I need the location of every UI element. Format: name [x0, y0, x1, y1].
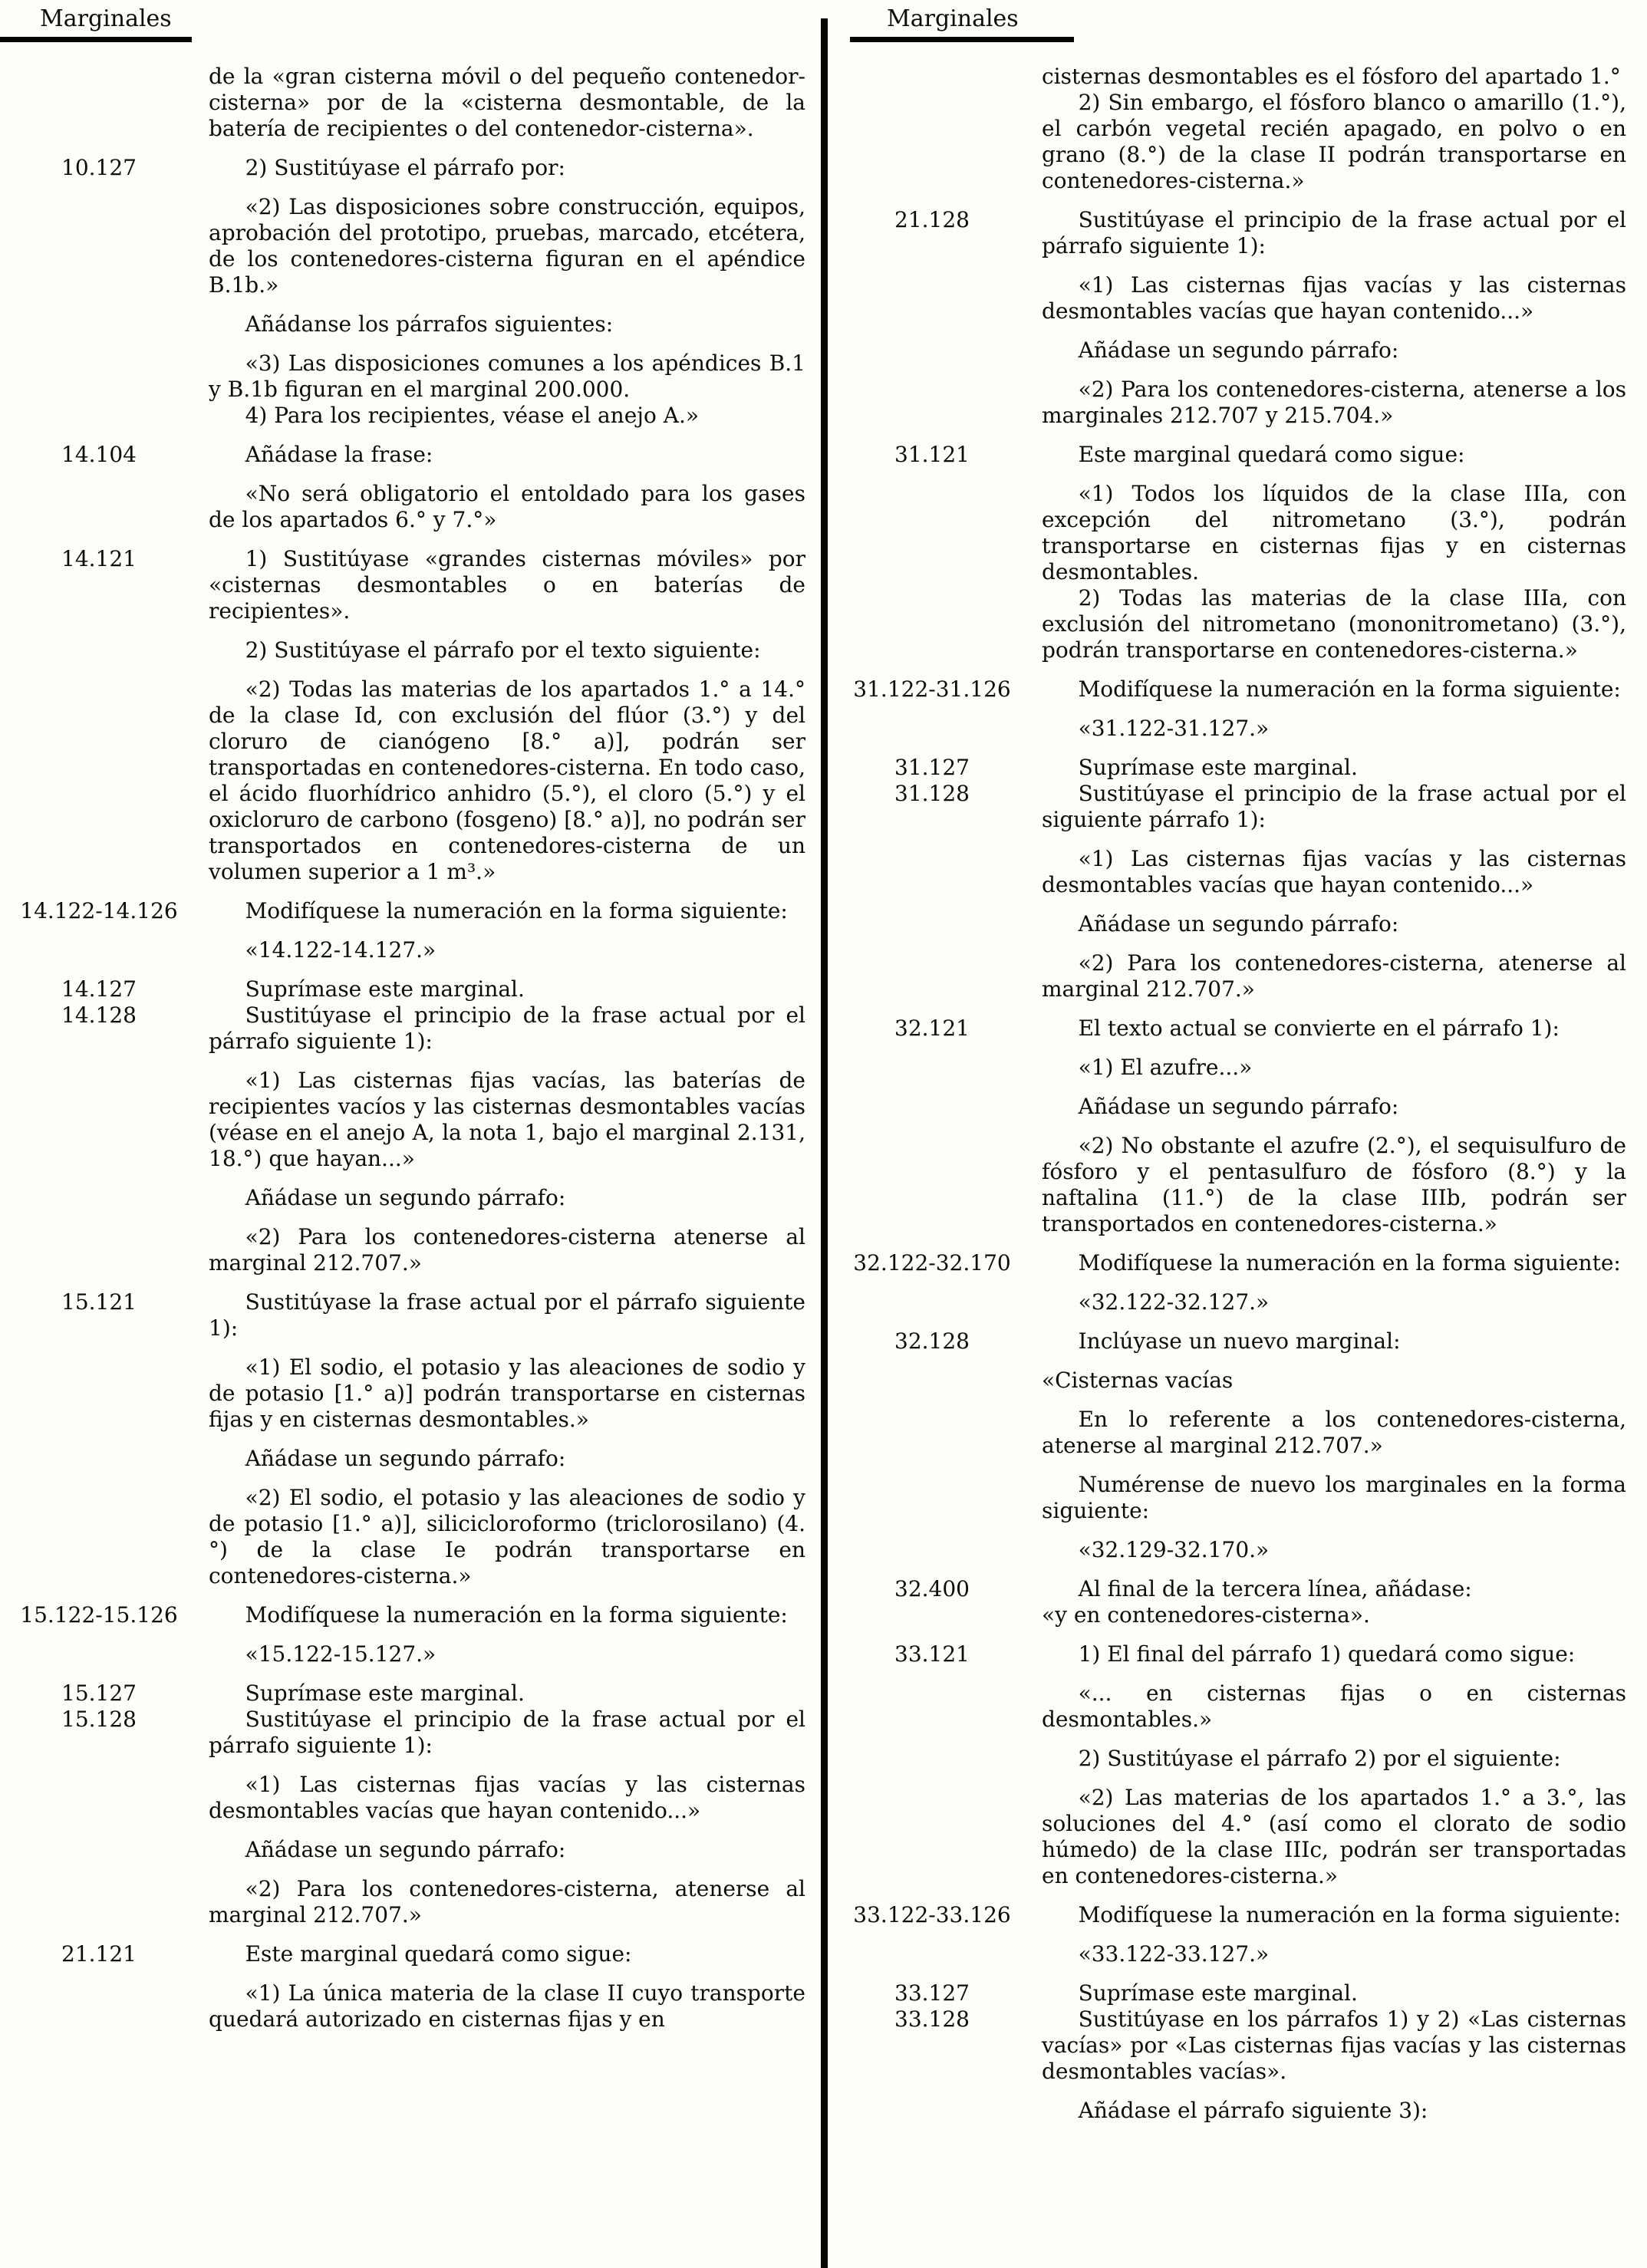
marginal-number: 15.128 — [61, 1707, 137, 1732]
paragraph: «1) La única materia de la clase II cuyo transporte quedará autorizado en cisternas fijas y en — [209, 1980, 805, 2032]
paragraph: Añádase un segundo párrafo: — [245, 1837, 566, 1862]
paragraph: «1) Todos los líquidos de la clase IIIa, con excepción del nitrometano (3.°), podrán transportarse en cisternas fijas y en cisternas desmontables. — [1042, 481, 1626, 584]
paragraph: «2) Para los contenedores-cisterna, atenerse a los marginales 212.707 y 215.704.» — [1042, 377, 1626, 428]
paragraph: 2) Todas las materias de la clase IIIa, con exclusión del nitrometano (mononitrometano) (3.°), podrán transportarse en contenedores-cisterna.» — [1042, 585, 1626, 663]
left-column-header — [0, 0, 813, 42]
marginal-number: 31.121 — [894, 442, 970, 467]
paragraph: Este marginal quedará como sigue: — [245, 1941, 632, 1967]
paragraph: «2) No obstante el azufre (2.°), el sequisulfuro de fósforo y el pentasulfuro de fósforo (8.°) y la naftalina (11.°) de la clase IIIb, podrán ser transportados en contenedores-cisterna.» — [1042, 1133, 1626, 1236]
paragraph: «1) Las cisternas fijas vacías y las cisternas desmontables vacías que hayan contenido...» — [209, 1772, 805, 1823]
paragraph: Modifíquese la numeración en la forma siguiente: — [245, 898, 788, 923]
entry-body — [1042, 2006, 1646, 2124]
marginal-number: 33.127 — [894, 1980, 970, 2006]
marginal-entry — [833, 207, 1646, 429]
marginal-entry — [833, 1015, 1646, 1237]
marginal-number — [833, 64, 1031, 194]
paragraph: 4) Para los recipientes, véase el anejo A.» — [245, 403, 699, 428]
entry-body — [209, 1941, 813, 2033]
marginal-number: 31.128 — [894, 781, 970, 806]
marginal-entry — [0, 1289, 813, 1589]
paragraph: «2) Para los contenedores-cisterna, atenerse al marginal 212.707.» — [209, 1876, 805, 1927]
paragraph: Suprímase este marginal. — [1078, 1980, 1358, 2006]
entry-body — [1042, 207, 1646, 429]
paragraph: Añádase un segundo párrafo: — [1078, 337, 1399, 363]
paragraph: En lo referente a los contenedores-cisterna, atenerse al marginal 212.707.» — [1042, 1407, 1626, 1458]
marginal-number: 32.400 — [894, 1576, 970, 1601]
entry-body — [1042, 1328, 1646, 1563]
column-divider-line — [821, 18, 828, 2268]
marginal-entry — [0, 64, 813, 142]
marginal-number: 14.127 — [61, 976, 137, 1002]
marginal-number: 33.122-33.126 — [853, 1902, 1011, 1927]
entry-body — [1042, 1980, 1646, 2006]
marginal-entry — [833, 1576, 1646, 1628]
paragraph: «1) Las cisternas fijas vacías, las baterías de recipientes vacíos y las cisternas desmontables vacías (véase en el anejo A, la nota 1, bajo el marginal 2.131, 18.°) que hayan...» — [209, 1068, 805, 1171]
marginal-entry — [833, 1250, 1646, 1315]
paragraph: Al final de la tercera línea, añádase: — [1078, 1576, 1472, 1601]
paragraph: 2) Sustitúyase el párrafo por el texto siguiente: — [245, 637, 761, 663]
paragraph: Sustitúyase el principio de la frase actual por el párrafo siguiente 1): — [209, 1002, 805, 1054]
marginal-number: 21.121 — [61, 1941, 137, 1967]
marginales-header-label: Marginales — [887, 5, 1019, 32]
paragraph: Sustitúyase la frase actual por el párrafo siguiente 1): — [209, 1289, 805, 1341]
marginales-header-label: Marginales — [40, 5, 172, 32]
marginal-entry — [0, 976, 813, 1002]
paragraph: Inclúyase un nuevo marginal: — [1078, 1328, 1401, 1354]
paragraph: «32.122-32.127.» — [1078, 1289, 1270, 1315]
marginal-entry — [833, 64, 1646, 194]
paragraph: Añádase un segundo párrafo: — [245, 1185, 566, 1210]
marginal-entry — [833, 1641, 1646, 1889]
marginal-number: 21.128 — [894, 207, 970, 232]
entry-body — [1042, 1576, 1646, 1628]
paragraph: 2) Sin embargo, el fósforo blanco o amarillo (1.°), el carbón vegetal recién apagado, en polvo o en grano (8.°) de la clase II podrán transportarse en contenedores-cisterna.» — [1042, 90, 1626, 193]
marginal-number: 14.128 — [61, 1002, 137, 1028]
paragraph: «31.122-31.127.» — [1078, 716, 1270, 741]
entry-body — [1042, 1015, 1646, 1237]
entry-body — [209, 1680, 813, 1707]
paragraph: 2) Sustitúyase el párrafo por: — [245, 155, 565, 180]
paragraph: Añádase la frase: — [245, 442, 433, 467]
paragraph: Modifíquese la numeración en la forma siguiente: — [1078, 1250, 1621, 1276]
marginal-number: 14.104 — [61, 442, 137, 467]
marginal-entry — [833, 781, 1646, 1002]
paragraph: 1) Sustitúyase «grandes cisternas móviles» por «cisternas desmontables o en baterías de recipientes». — [209, 546, 805, 624]
entry-body — [209, 1707, 813, 1928]
left-entries — [0, 64, 813, 2033]
paragraph: Sustitúyase el principio de la frase actual por el párrafo siguiente 1): — [1042, 207, 1626, 258]
paragraph: «y en contenedores-cisterna». — [1042, 1602, 1370, 1628]
paragraph: «14.122-14.127.» — [245, 937, 436, 963]
paragraph: Modifíquese la numeración en la forma siguiente: — [1078, 1902, 1621, 1927]
marginal-entry — [833, 442, 1646, 663]
paragraph: «2) Todas las materias de los apartados 1.° a 14.° de la clase Id, con exclusión del flúor (3.°) y del cloruro de cianógeno [8.° a)], podrán ser transportadas en contenedores-cisterna. En todo caso, el ácido fluorhídrico anhidro (5.°), el cloro (5.°) y el oxicloruro de carbono (fosgeno) [8.° a)], no podrán ser transportados en contenedores-cisterna de un volumen superior a 1 m³.» — [209, 676, 805, 884]
paragraph: «3) Las disposiciones comunes a los apéndices B.1 y B.1b figuran en el marginal 200.000. — [209, 351, 805, 402]
paragraph: 2) Sustitúyase el párrafo 2) por el siguiente: — [1078, 1746, 1561, 1771]
entry-body — [1042, 1250, 1646, 1315]
entry-body — [209, 1289, 813, 1589]
marginal-entry — [0, 1707, 813, 1928]
marginal-number: 15.121 — [61, 1289, 137, 1315]
entry-body — [1042, 1641, 1646, 1889]
marginal-entry — [0, 546, 813, 885]
paragraph: «2) Para los contenedores-cisterna, atenerse al marginal 212.707.» — [1042, 950, 1626, 1002]
right-column — [833, 0, 1646, 2124]
paragraph: Suprímase este marginal. — [245, 1680, 525, 1706]
marginal-entry — [0, 1680, 813, 1707]
entry-body — [1042, 1902, 1646, 1967]
paragraph: «1) El azufre...» — [1078, 1055, 1253, 1080]
marginal-entry — [833, 1328, 1646, 1563]
paragraph: Numérense de nuevo los marginales en la forma siguiente: — [1042, 1472, 1626, 1523]
paragraph: «1) Las cisternas fijas vacías y las cisternas desmontables vacías que hayan contenido...» — [1042, 272, 1626, 324]
paragraph: Añádase un segundo párrafo: — [1078, 911, 1399, 936]
entry-body — [209, 898, 813, 963]
marginal-number: 32.121 — [894, 1015, 970, 1041]
paragraph: Sustitúyase el principio de la frase actual por el párrafo siguiente 1): — [209, 1707, 805, 1758]
entry-body — [209, 1002, 813, 1276]
marginal-number: 33.121 — [894, 1641, 970, 1667]
marginal-number: 15.127 — [61, 1680, 137, 1706]
paragraph: Este marginal quedará como sigue: — [1078, 442, 1465, 467]
marginal-number: 14.121 — [61, 546, 137, 571]
marginal-entry — [833, 2006, 1646, 2124]
marginal-entry — [833, 1902, 1646, 1967]
entry-body — [209, 976, 813, 1002]
paragraph: «1) El sodio, el potasio y las aleaciones de sodio y de potasio [1.° a)] podrán transportarse en cisternas fijas y en cisternas desmontables.» — [209, 1355, 805, 1432]
marginal-number: 32.128 — [894, 1328, 970, 1354]
paragraph: Añádase un segundo párrafo: — [1078, 1094, 1399, 1119]
marginal-entry — [0, 1941, 813, 2033]
entry-body — [209, 64, 813, 142]
paragraph: Suprímase este marginal. — [1078, 755, 1358, 780]
right-column-header — [833, 0, 1646, 42]
paragraph: Añádanse los párrafos siguientes: — [245, 311, 614, 337]
paragraph: «Cisternas vacías — [1042, 1368, 1234, 1393]
paragraph: «2) Las disposiciones sobre construcción, equipos, aprobación del prototipo, pruebas, marcado, etcétera, de los contenedores-cisterna figuran en el apéndice B.1b.» — [209, 194, 805, 298]
marginal-entry — [0, 442, 813, 533]
paragraph: Añádase un segundo párrafo: — [245, 1446, 566, 1471]
entry-body — [1042, 64, 1646, 194]
paragraph: Sustitúyase en los párrafos 1) y 2) «Las cisternas vacías» por «Las cisternas fijas vacías y las cisternas desmontables vacías». — [1042, 2006, 1626, 2084]
paragraph: Sustitúyase el principio de la frase actual por el siguiente párrafo 1): — [1042, 781, 1626, 832]
paragraph: «33.122-33.127.» — [1078, 1941, 1270, 1967]
paragraph: «2) Para los contenedores-cisterna atenerse al marginal 212.707.» — [209, 1224, 805, 1276]
paragraph: «... en cisternas fijas o en cisternas desmontables.» — [1042, 1680, 1626, 1732]
entry-body — [1042, 442, 1646, 663]
marginal-entry — [833, 1980, 1646, 2006]
paragraph: Modifíquese la numeración en la forma siguiente: — [245, 1602, 788, 1628]
paragraph: Modifíquese la numeración en la forma siguiente: — [1078, 676, 1621, 702]
marginal-entry — [0, 898, 813, 963]
marginal-number: 14.122-14.126 — [20, 898, 178, 923]
paragraph: de la «gran cisterna móvil o del pequeño contenedor-cisterna» por de la «cisterna desmontable, de la batería de recipientes o del contenedor-cisterna». — [209, 64, 805, 141]
marginal-entry — [833, 676, 1646, 742]
entry-body — [209, 155, 813, 429]
marginal-number: 31.127 — [894, 755, 970, 780]
marginal-number: 32.122-32.170 — [853, 1250, 1011, 1276]
paragraph: «2) Las materias de los apartados 1.° a 3.°, las soluciones del 4.° (así como el clorato de sodio húmedo) de la clase IIIc, podrán ser transportadas en contenedores-cisterna.» — [1042, 1785, 1626, 1888]
marginal-number: 33.128 — [894, 2006, 970, 2032]
entry-body — [209, 1602, 813, 1667]
header-rule — [0, 37, 192, 42]
paragraph: «No será obligatorio el entoldado para los gases de los apartados 6.° y 7.°» — [209, 481, 805, 532]
marginal-number: 10.127 — [61, 155, 137, 180]
marginal-entry — [0, 1002, 813, 1276]
entry-body — [1042, 676, 1646, 742]
paragraph: Añádase el párrafo siguiente 3): — [1078, 2098, 1428, 2123]
header-rule — [850, 37, 1074, 42]
marginal-entry — [0, 1602, 813, 1667]
paragraph: «1) Las cisternas fijas vacías y las cisternas desmontables vacías que hayan contenido...» — [1042, 846, 1626, 897]
entry-body — [1042, 755, 1646, 781]
marginal-entry — [833, 755, 1646, 781]
marginal-entry — [0, 155, 813, 429]
paragraph: «32.129-32.170.» — [1078, 1537, 1270, 1562]
entry-body — [209, 546, 813, 885]
right-entries — [833, 64, 1646, 2124]
marginal-number — [0, 64, 198, 142]
left-column — [0, 0, 813, 2033]
paragraph: El texto actual se convierte en el párrafo 1): — [1078, 1015, 1560, 1041]
paragraph: «2) El sodio, el potasio y las aleaciones de sodio y de potasio [1.° a)], silicicloroformo (triclorosilano) (4.°) de la clase Ie podrán transportarse en contenedores-cisterna.» — [209, 1485, 805, 1588]
paragraph: 1) El final del párrafo 1) quedará como sigue: — [1078, 1641, 1576, 1667]
entry-body — [209, 442, 813, 533]
marginal-number: 31.122-31.126 — [853, 676, 1011, 702]
paragraph: «15.122-15.127.» — [245, 1641, 436, 1667]
marginal-number: 15.122-15.126 — [20, 1602, 178, 1628]
paragraph: Suprímase este marginal. — [245, 976, 525, 1002]
entry-body — [1042, 781, 1646, 1002]
paragraph: cisternas desmontables es el fósforo del apartado 1.° — [1042, 64, 1621, 89]
